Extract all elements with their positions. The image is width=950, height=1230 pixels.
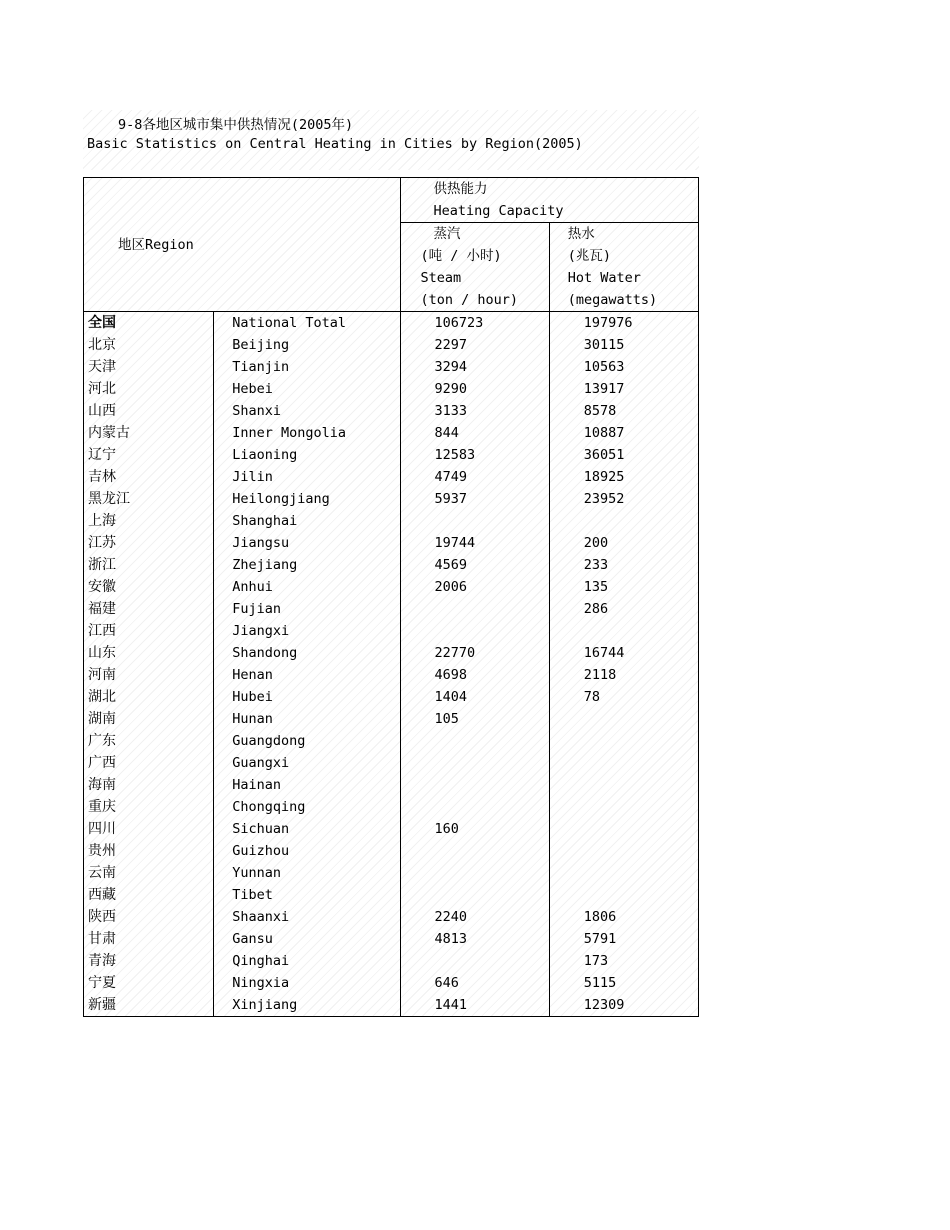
region-name-cn: 辽宁 <box>84 444 214 466</box>
region-name-cn: 全国 <box>84 312 214 335</box>
steam-capacity-value: 160 <box>400 818 549 840</box>
region-name-cn: 青海 <box>84 950 214 972</box>
region-name-cn: 陕西 <box>84 906 214 928</box>
steam-unit-en: (ton / hour) <box>400 289 549 312</box>
heating-capacity-header-cn: 供热能力 <box>400 178 699 201</box>
region-name-cn: 湖南 <box>84 708 214 730</box>
steam-capacity-value: 4569 <box>400 554 549 576</box>
steam-capacity-value <box>400 620 549 642</box>
hot-water-capacity-value: 1806 <box>549 906 698 928</box>
region-name-en: Tibet <box>214 884 400 906</box>
table-row <box>84 510 699 532</box>
region-name-cn: 黑龙江 <box>84 488 214 510</box>
region-name-en: National Total <box>214 312 400 335</box>
table-title-english: Basic Statistics on Central Heating in Cities by Region(2005) <box>87 136 583 152</box>
steam-capacity-value: 1441 <box>400 994 549 1017</box>
steam-capacity-value: 105 <box>400 708 549 730</box>
steam-capacity-value: 4749 <box>400 466 549 488</box>
table-row <box>84 708 699 730</box>
hot-water-capacity-value <box>549 774 698 796</box>
steam-capacity-value: 844 <box>400 422 549 444</box>
hot-water-capacity-value: 135 <box>549 576 698 598</box>
region-name-cn: 安徽 <box>84 576 214 598</box>
table-row <box>84 664 699 686</box>
table-row <box>84 730 699 752</box>
region-name-cn: 河北 <box>84 378 214 400</box>
steam-capacity-value <box>400 752 549 774</box>
hot-water-unit-cn: (兆瓦) <box>549 245 698 267</box>
region-name-cn: 浙江 <box>84 554 214 576</box>
region-name-cn: 西藏 <box>84 884 214 906</box>
hot-water-capacity-value <box>549 884 698 906</box>
table-row <box>84 972 699 994</box>
hot-water-capacity-value: 10887 <box>549 422 698 444</box>
hot-water-capacity-value: 36051 <box>549 444 698 466</box>
table-row <box>84 796 699 818</box>
table-title-chinese: 9-8各地区城市集中供热情况(2005年) <box>118 117 354 133</box>
region-name-en: Xinjiang <box>214 994 400 1017</box>
hot-water-capacity-value: 12309 <box>549 994 698 1017</box>
region-name-en: Jilin <box>214 466 400 488</box>
hot-water-capacity-value: 16744 <box>549 642 698 664</box>
hot-water-capacity-value: 5791 <box>549 928 698 950</box>
region-column-header: 地区Region <box>84 178 401 312</box>
table-row <box>84 620 699 642</box>
region-name-en: Shaanxi <box>214 906 400 928</box>
steam-header-en: Steam <box>400 267 549 289</box>
region-name-en: Heilongjiang <box>214 488 400 510</box>
hot-water-capacity-value <box>549 818 698 840</box>
hot-water-capacity-value <box>549 510 698 532</box>
region-name-cn: 重庆 <box>84 796 214 818</box>
table-row <box>84 884 699 906</box>
hot-water-capacity-value <box>549 840 698 862</box>
region-name-cn: 天津 <box>84 356 214 378</box>
steam-header-cn: 蒸汽 <box>400 223 549 246</box>
region-name-en: Jiangsu <box>214 532 400 554</box>
steam-capacity-value: 5937 <box>400 488 549 510</box>
region-name-cn: 江西 <box>84 620 214 642</box>
steam-capacity-value: 2297 <box>400 334 549 356</box>
region-name-cn: 四川 <box>84 818 214 840</box>
region-name-en: Hubei <box>214 686 400 708</box>
steam-capacity-value: 3133 <box>400 400 549 422</box>
region-name-en: Shanghai <box>214 510 400 532</box>
region-name-cn: 江苏 <box>84 532 214 554</box>
region-name-en: Qinghai <box>214 950 400 972</box>
hot-water-header-en: Hot Water <box>549 267 698 289</box>
region-name-cn: 山西 <box>84 400 214 422</box>
region-name-en: Chongqing <box>214 796 400 818</box>
region-name-cn: 广西 <box>84 752 214 774</box>
region-name-cn: 宁夏 <box>84 972 214 994</box>
table-row <box>84 356 699 378</box>
hot-water-capacity-value: 23952 <box>549 488 698 510</box>
region-name-en: Liaoning <box>214 444 400 466</box>
steam-capacity-value <box>400 950 549 972</box>
region-name-en: Hunan <box>214 708 400 730</box>
region-name-en: Sichuan <box>214 818 400 840</box>
region-name-cn: 广东 <box>84 730 214 752</box>
table-row <box>84 686 699 708</box>
hot-water-capacity-value <box>549 752 698 774</box>
region-name-en: Gansu <box>214 928 400 950</box>
hot-water-capacity-value: 5115 <box>549 972 698 994</box>
heating-capacity-header-en: Heating Capacity <box>400 200 699 223</box>
region-name-en: Shandong <box>214 642 400 664</box>
region-name-cn: 吉林 <box>84 466 214 488</box>
table-row <box>84 994 699 1017</box>
steam-capacity-value <box>400 840 549 862</box>
region-name-en: Anhui <box>214 576 400 598</box>
table-row <box>84 422 699 444</box>
table-row <box>84 818 699 840</box>
hot-water-capacity-value: 30115 <box>549 334 698 356</box>
region-name-cn: 云南 <box>84 862 214 884</box>
region-name-en: Hainan <box>214 774 400 796</box>
hot-water-capacity-value: 173 <box>549 950 698 972</box>
steam-capacity-value <box>400 796 549 818</box>
table-row <box>84 532 699 554</box>
region-name-en: Guangdong <box>214 730 400 752</box>
table-row <box>84 950 699 972</box>
hot-water-capacity-value: 18925 <box>549 466 698 488</box>
table-row <box>84 576 699 598</box>
hot-water-capacity-value <box>549 730 698 752</box>
region-name-en: Jiangxi <box>214 620 400 642</box>
region-name-en: Ningxia <box>214 972 400 994</box>
region-name-en: Guangxi <box>214 752 400 774</box>
hot-water-header-cn: 热水 <box>549 223 698 246</box>
region-name-cn: 北京 <box>84 334 214 356</box>
region-name-en: Henan <box>214 664 400 686</box>
table-row <box>84 466 699 488</box>
region-name-cn: 上海 <box>84 510 214 532</box>
table-row <box>84 378 699 400</box>
hot-water-capacity-value: 8578 <box>549 400 698 422</box>
steam-capacity-value <box>400 510 549 532</box>
hot-water-capacity-value: 286 <box>549 598 698 620</box>
steam-capacity-value: 3294 <box>400 356 549 378</box>
region-name-en: Yunnan <box>214 862 400 884</box>
region-name-cn: 福建 <box>84 598 214 620</box>
region-name-cn: 贵州 <box>84 840 214 862</box>
hot-water-capacity-value <box>549 620 698 642</box>
region-name-cn: 内蒙古 <box>84 422 214 444</box>
region-name-cn: 甘肃 <box>84 928 214 950</box>
hot-water-capacity-value: 10563 <box>549 356 698 378</box>
table-row <box>84 862 699 884</box>
hot-water-unit-en: (megawatts) <box>549 289 698 312</box>
table-row <box>84 554 699 576</box>
hot-water-capacity-value: 78 <box>549 686 698 708</box>
hot-water-capacity-value <box>549 796 698 818</box>
steam-capacity-value: 2240 <box>400 906 549 928</box>
table-row <box>84 488 699 510</box>
region-name-en: Tianjin <box>214 356 400 378</box>
steam-capacity-value <box>400 774 549 796</box>
steam-capacity-value: 106723 <box>400 312 549 335</box>
steam-capacity-value: 1404 <box>400 686 549 708</box>
table-row <box>84 312 699 335</box>
hot-water-capacity-value: 2118 <box>549 664 698 686</box>
region-name-cn: 新疆 <box>84 994 214 1017</box>
table-row <box>84 774 699 796</box>
table-row <box>84 444 699 466</box>
steam-capacity-value: 646 <box>400 972 549 994</box>
steam-capacity-value <box>400 862 549 884</box>
region-name-en: Hebei <box>214 378 400 400</box>
region-name-en: Shanxi <box>214 400 400 422</box>
heating-statistics-table <box>83 177 699 1017</box>
region-name-en: Guizhou <box>214 840 400 862</box>
table-row <box>84 598 699 620</box>
steam-capacity-value <box>400 730 549 752</box>
hot-water-capacity-value: 197976 <box>549 312 698 335</box>
region-name-cn: 河南 <box>84 664 214 686</box>
hot-water-capacity-value: 200 <box>549 532 698 554</box>
hot-water-capacity-value: 13917 <box>549 378 698 400</box>
region-name-cn: 山东 <box>84 642 214 664</box>
region-name-cn: 海南 <box>84 774 214 796</box>
steam-capacity-value: 22770 <box>400 642 549 664</box>
region-name-en: Zhejiang <box>214 554 400 576</box>
table-row <box>84 840 699 862</box>
table-row <box>84 752 699 774</box>
steam-capacity-value: 4813 <box>400 928 549 950</box>
steam-capacity-value <box>400 598 549 620</box>
steam-capacity-value: 4698 <box>400 664 549 686</box>
steam-capacity-value: 2006 <box>400 576 549 598</box>
region-name-en: Inner Mongolia <box>214 422 400 444</box>
table-row <box>84 642 699 664</box>
region-name-cn: 湖北 <box>84 686 214 708</box>
steam-capacity-value: 9290 <box>400 378 549 400</box>
table-row <box>84 400 699 422</box>
steam-unit-cn: (吨 / 小时) <box>400 245 549 267</box>
table-row <box>84 928 699 950</box>
table-row <box>84 334 699 356</box>
region-name-en: Beijing <box>214 334 400 356</box>
hot-water-capacity-value <box>549 708 698 730</box>
steam-capacity-value: 19744 <box>400 532 549 554</box>
hot-water-capacity-value: 233 <box>549 554 698 576</box>
steam-capacity-value: 12583 <box>400 444 549 466</box>
table-row <box>84 906 699 928</box>
hot-water-capacity-value <box>549 862 698 884</box>
steam-capacity-value <box>400 884 549 906</box>
region-name-en: Fujian <box>214 598 400 620</box>
